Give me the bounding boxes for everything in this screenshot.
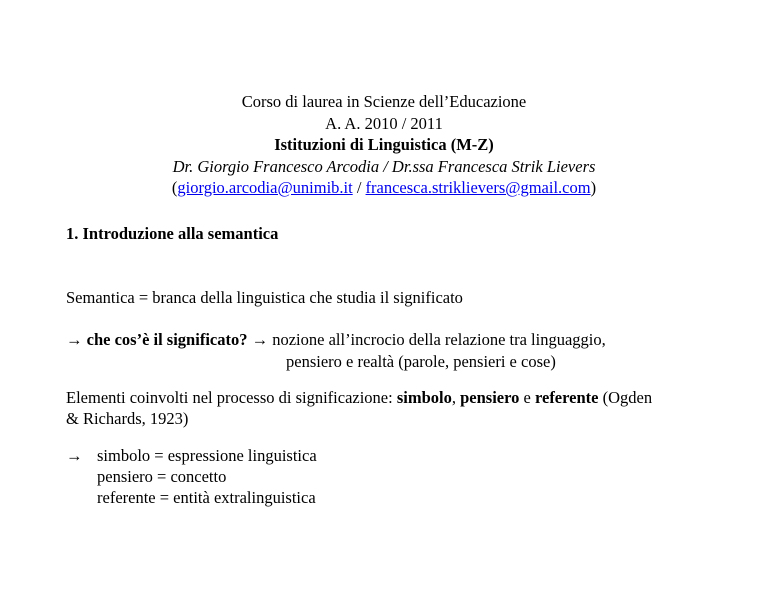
open-paren: ( (171, 178, 178, 197)
elements-suffix: (Ogden (598, 388, 653, 407)
email-link-arcodia[interactable]: giorgio.arcodia@unimib.it (177, 178, 353, 197)
close-paren: ) (590, 178, 597, 197)
course-name: Corso di laurea in Scienze dell’Educazione (241, 92, 527, 111)
elements-conj: e (519, 388, 535, 407)
term-simbolo: simbolo (396, 388, 452, 407)
email-separator: / (352, 178, 366, 197)
list-item: referente = entità extralinguistica (97, 488, 316, 507)
email-link-strik-lievers[interactable]: francesca.striklievers@gmail.com (365, 178, 591, 197)
question-arrow: → (66, 330, 83, 349)
elements-prefix: Elementi coinvolti nel processo di significazione: (66, 388, 397, 407)
question-line-1 (66, 329, 606, 351)
term-pensiero: pensiero (460, 388, 520, 407)
subject-title: Istituzioni di Linguistica (M-Z) (274, 135, 494, 154)
list-arrow: → (66, 446, 83, 465)
list-item: pensiero = concetto (97, 467, 227, 486)
document-header (0, 91, 768, 199)
question-rest: → nozione all’incrocio della relazione tra linguaggio, (247, 330, 606, 349)
teachers-line: Dr. Giorgio Francesco Arcodia / Dr.ssa Francesca Strik Lievers (172, 156, 596, 176)
elements-line-1 (66, 387, 652, 409)
term-referente: referente (534, 388, 599, 407)
list-item: simbolo = espressione linguistica (97, 446, 317, 465)
academic-year: A. A. 2010 / 2011 (325, 113, 443, 133)
elements-line-2: & Richards, 1923) (66, 409, 189, 428)
section-title: 1. Introduzione alla semantica (66, 224, 279, 243)
question-line-2: pensiero e realtà (parole, pensieri e cose) (286, 352, 556, 371)
question-bold: che cos’è il significato? (82, 330, 248, 349)
semantics-definition: Semantica = branca della linguistica che studia il significato (66, 288, 463, 307)
elements-comma: , (451, 388, 461, 407)
emails-line (0, 177, 768, 199)
